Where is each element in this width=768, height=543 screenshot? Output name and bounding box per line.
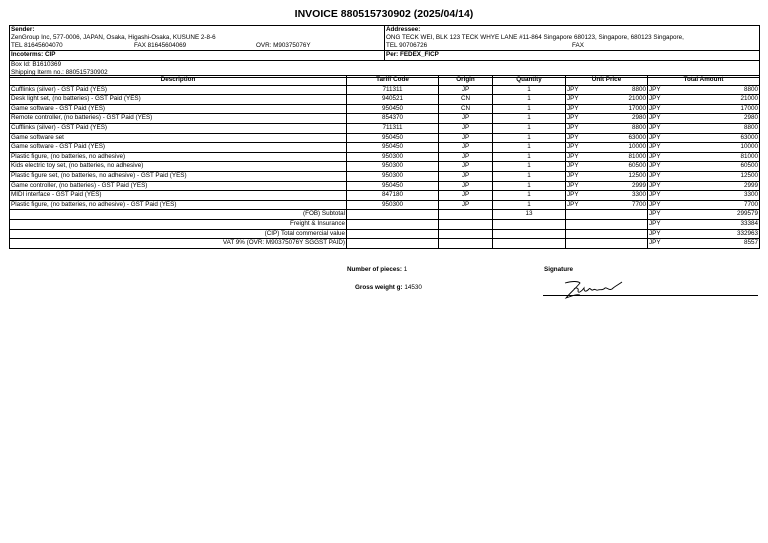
- item-unit-price: [566, 181, 648, 191]
- item-unit-value: 7700: [631, 200, 646, 208]
- item-unit-currency: JPY: [567, 104, 579, 112]
- items-body: [10, 85, 760, 210]
- item-unit-value: 81000: [628, 152, 646, 160]
- item-unit-price: [566, 162, 648, 172]
- incoterms: Incoterms: CIP: [10, 51, 385, 61]
- summary-row: [10, 210, 760, 220]
- item-unit-value: 3300: [631, 191, 646, 199]
- weight-label: Gross weight g:: [355, 284, 403, 291]
- table-row: [10, 95, 760, 105]
- item-total-amount: [648, 162, 760, 172]
- item-tariff: 854370: [347, 114, 439, 124]
- item-total-currency: JPY: [649, 143, 661, 151]
- item-origin: JP: [439, 181, 493, 191]
- table-row: [10, 85, 760, 95]
- item-unit-currency: JPY: [567, 191, 579, 199]
- item-description: Plastic figure, (no batteries, no adhesive) - GST Paid (YES): [10, 200, 347, 210]
- item-origin: CN: [439, 104, 493, 114]
- summary-value: 332963: [736, 229, 758, 237]
- item-unit-price: [566, 114, 648, 124]
- item-total-currency: JPY: [649, 133, 661, 141]
- item-tariff: 950300: [347, 162, 439, 172]
- summary-empty-cell: [347, 219, 439, 229]
- weight-value: 14530: [404, 284, 422, 291]
- box-id: Box Id: B1610369: [11, 60, 62, 68]
- item-unit-value: 63000: [628, 133, 646, 141]
- item-total-currency: JPY: [649, 95, 661, 103]
- item-unit-currency: JPY: [567, 114, 579, 122]
- col-tariff: Tariff Code: [347, 76, 439, 86]
- item-tariff: 950450: [347, 143, 439, 153]
- addressee-address: ONG TECK WEI, BLK 123 TECK WHYE LANE #11-864 Singapore 680123, Singapore, 680123 Singapore,: [386, 34, 684, 41]
- table-row: [10, 171, 760, 181]
- summary-empty-cell: [439, 219, 493, 229]
- summary-row: [10, 219, 760, 229]
- item-total-amount: [648, 114, 760, 124]
- item-tariff: 950300: [347, 171, 439, 181]
- item-total-currency: JPY: [649, 191, 661, 199]
- item-unit-currency: JPY: [567, 123, 579, 131]
- item-total-currency: JPY: [649, 171, 661, 179]
- item-origin: JP: [439, 85, 493, 95]
- items-table: [9, 75, 760, 249]
- item-quantity: 1: [493, 152, 566, 162]
- item-unit-price: [566, 123, 648, 133]
- table-row: [10, 162, 760, 172]
- item-unit-value: 10000: [628, 143, 646, 151]
- item-origin: JP: [439, 162, 493, 172]
- item-unit-price: [566, 143, 648, 153]
- signature-image: [562, 279, 628, 301]
- header-table: [9, 25, 760, 78]
- item-total-currency: JPY: [649, 162, 661, 170]
- item-unit-currency: JPY: [567, 162, 579, 170]
- item-total-value: 21000: [740, 95, 758, 103]
- item-total-amount: [648, 152, 760, 162]
- item-description: MIDI interface - GST Paid (YES): [10, 191, 347, 201]
- item-unit-currency: JPY: [567, 181, 579, 189]
- item-total-currency: JPY: [649, 200, 661, 208]
- item-unit-value: 12500: [628, 171, 646, 179]
- pieces-value: 1: [403, 266, 408, 273]
- item-description: Game controller, (no batteries) - GST Paid (YES): [10, 181, 347, 191]
- summary-amount: [648, 229, 760, 239]
- item-description: Game software - GST Paid (YES): [10, 143, 347, 153]
- pieces-block: [347, 266, 407, 273]
- item-unit-currency: JPY: [567, 133, 579, 141]
- item-unit-value: 8800: [631, 85, 646, 93]
- item-total-currency: JPY: [649, 85, 661, 93]
- table-row: [10, 191, 760, 201]
- item-total-amount: [648, 104, 760, 114]
- item-unit-currency: JPY: [567, 95, 579, 103]
- item-total-amount: [648, 123, 760, 133]
- addressee-cell: [385, 26, 760, 51]
- col-description: Description: [10, 76, 347, 86]
- table-row: [10, 152, 760, 162]
- item-quantity: 1: [493, 200, 566, 210]
- item-quantity: 1: [493, 191, 566, 201]
- item-quantity: 1: [493, 85, 566, 95]
- item-description: Kids electric toy set, (no batteries, no adhesive): [10, 162, 347, 172]
- item-tariff: 950450: [347, 181, 439, 191]
- col-quantity: Quantity: [493, 76, 566, 86]
- signature-line: [543, 295, 758, 296]
- item-quantity: 1: [493, 114, 566, 124]
- summary-body: [10, 210, 760, 248]
- table-row: [10, 123, 760, 133]
- item-description: Plastic figure, (no batteries, no adhesive): [10, 152, 347, 162]
- item-total-value: 10000: [740, 143, 758, 151]
- summary-empty-cell: [439, 229, 493, 239]
- item-total-currency: JPY: [649, 104, 661, 112]
- item-tariff: 950300: [347, 152, 439, 162]
- summary-value: 299579: [736, 210, 758, 218]
- table-row: [10, 133, 760, 143]
- summary-quantity: [493, 239, 566, 249]
- item-total-amount: [648, 143, 760, 153]
- sender-cell: [10, 26, 385, 51]
- item-total-currency: JPY: [649, 123, 661, 131]
- item-quantity: 1: [493, 162, 566, 172]
- item-unit-currency: JPY: [567, 171, 579, 179]
- item-unit-price: [566, 104, 648, 114]
- item-quantity: 1: [493, 104, 566, 114]
- summary-quantity: [493, 229, 566, 239]
- item-description: Cufflinks (silver) - GST Paid (YES): [10, 85, 347, 95]
- item-total-amount: [648, 200, 760, 210]
- summary-amount: [648, 219, 760, 229]
- item-tariff: 940521: [347, 95, 439, 105]
- summary-label: VAT 9% (OVR: M90375076Y SGGST PAID): [10, 239, 347, 249]
- summary-label: Freight & Insurance: [10, 219, 347, 229]
- addressee-fax: FAX: [572, 42, 584, 49]
- table-row: [10, 114, 760, 124]
- summary-currency: JPY: [649, 229, 661, 237]
- item-tariff: 711311: [347, 123, 439, 133]
- item-quantity: 1: [493, 133, 566, 143]
- item-description: Game software set: [10, 133, 347, 143]
- weight-block: [355, 284, 422, 291]
- invoice-title: INVOICE 880515730902 (2025/04/14): [294, 8, 474, 20]
- item-total-value: 60500: [740, 162, 758, 170]
- item-origin: JP: [439, 191, 493, 201]
- item-unit-price: [566, 95, 648, 105]
- item-description: Remote controller, (no batteries) - GST Paid (YES): [10, 114, 347, 124]
- sender-label: Sender:: [11, 26, 35, 33]
- summary-amount: [648, 210, 760, 220]
- table-row: [10, 104, 760, 114]
- item-unit-value: 8800: [631, 123, 646, 131]
- summary-label: (CIP) Total commercial value: [10, 229, 347, 239]
- summary-currency: JPY: [649, 239, 661, 247]
- item-unit-value: 2980: [631, 114, 646, 122]
- item-total-value: 17000: [740, 104, 758, 112]
- table-row: [10, 200, 760, 210]
- item-unit-currency: JPY: [567, 152, 579, 160]
- sender-ovr: OVR: M90375076Y: [256, 42, 311, 49]
- item-total-amount: [648, 191, 760, 201]
- summary-currency: JPY: [649, 219, 661, 227]
- item-unit-price: [566, 85, 648, 95]
- col-unit-price: Unit Price: [566, 76, 648, 86]
- item-origin: CN: [439, 95, 493, 105]
- summary-empty-cell: [566, 210, 648, 220]
- item-description: Plastic figure set, (no batteries, no adhesive) - GST Paid (YES): [10, 171, 347, 181]
- item-total-currency: JPY: [649, 114, 661, 122]
- item-description: Cufflinks (silver) - GST Paid (YES): [10, 123, 347, 133]
- summary-label: (FOB) Subtotal: [10, 210, 347, 220]
- item-unit-price: [566, 200, 648, 210]
- summary-empty-cell: [566, 219, 648, 229]
- item-total-value: 63000: [740, 133, 758, 141]
- item-tariff: 950450: [347, 133, 439, 143]
- item-tariff: 847180: [347, 191, 439, 201]
- col-origin: Origin: [439, 76, 493, 86]
- sender-address: ZenGroup Inc, 577-0006, JAPAN, Osaka, Higashi-Osaka, KUSUNE 2-8-6: [11, 34, 216, 41]
- item-unit-price: [566, 171, 648, 181]
- item-unit-value: 60500: [628, 162, 646, 170]
- addressee-label: Addressee:: [386, 26, 421, 33]
- item-total-value: 2980: [743, 114, 758, 122]
- item-origin: JP: [439, 143, 493, 153]
- signature-label: Signature: [544, 266, 574, 273]
- item-unit-price: [566, 152, 648, 162]
- item-unit-currency: JPY: [567, 143, 579, 151]
- item-total-value: 3300: [743, 191, 758, 199]
- item-tariff: 950300: [347, 200, 439, 210]
- sender-tel: TEL 81645604070: [11, 42, 63, 49]
- item-description: Desk light set, (no batteries) - GST Paid (YES): [10, 95, 347, 105]
- per-carrier: Per: FEDEX_FICP: [385, 51, 760, 61]
- item-quantity: 1: [493, 143, 566, 153]
- item-origin: JP: [439, 171, 493, 181]
- sender-fax: FAX 81645604069: [134, 42, 187, 49]
- summary-row: [10, 239, 760, 249]
- summary-quantity: 13: [493, 210, 566, 220]
- item-total-value: 2999: [743, 181, 758, 189]
- item-total-value: 81000: [740, 152, 758, 160]
- item-total-value: 7700: [743, 200, 758, 208]
- item-origin: JP: [439, 152, 493, 162]
- item-total-amount: [648, 85, 760, 95]
- summary-row: [10, 229, 760, 239]
- summary-empty-cell: [347, 210, 439, 220]
- item-quantity: 1: [493, 95, 566, 105]
- summary-empty-cell: [439, 239, 493, 249]
- item-unit-value: 17000: [628, 104, 646, 112]
- item-unit-value: 21000: [628, 95, 646, 103]
- addressee-tel: TEL 90706726: [386, 42, 428, 49]
- item-quantity: 1: [493, 181, 566, 191]
- item-total-value: 8800: [743, 123, 758, 131]
- item-unit-currency: JPY: [567, 200, 579, 208]
- summary-amount: [648, 239, 760, 249]
- shipping-no: Shipping Iterm no.: 880515730902: [11, 68, 108, 76]
- summary-value: 33384: [740, 219, 758, 227]
- item-origin: JP: [439, 123, 493, 133]
- item-quantity: 1: [493, 123, 566, 133]
- table-row: [10, 143, 760, 153]
- item-total-currency: JPY: [649, 152, 661, 160]
- item-total-amount: [648, 133, 760, 143]
- table-row: [10, 181, 760, 191]
- summary-empty-cell: [566, 229, 648, 239]
- item-origin: JP: [439, 133, 493, 143]
- item-quantity: 1: [493, 171, 566, 181]
- summary-empty-cell: [566, 239, 648, 249]
- summary-currency: JPY: [649, 210, 661, 218]
- summary-empty-cell: [347, 229, 439, 239]
- item-origin: JP: [439, 114, 493, 124]
- item-tariff: 950450: [347, 104, 439, 114]
- summary-value: 8557: [743, 239, 758, 247]
- col-total-amount: Total Amount: [648, 76, 760, 86]
- item-tariff: 711311: [347, 85, 439, 95]
- item-unit-price: [566, 133, 648, 143]
- summary-quantity: [493, 219, 566, 229]
- item-total-amount: [648, 95, 760, 105]
- item-total-value: 8800: [743, 85, 758, 93]
- item-total-amount: [648, 181, 760, 191]
- summary-empty-cell: [347, 239, 439, 249]
- item-origin: JP: [439, 200, 493, 210]
- item-total-value: 12500: [740, 171, 758, 179]
- item-unit-value: 2999: [631, 181, 646, 189]
- item-unit-price: [566, 191, 648, 201]
- item-description: Game software - GST Paid (YES): [10, 104, 347, 114]
- summary-empty-cell: [439, 210, 493, 220]
- item-total-currency: JPY: [649, 181, 661, 189]
- item-total-amount: [648, 171, 760, 181]
- pieces-label: Number of pieces:: [347, 266, 402, 273]
- item-unit-currency: JPY: [567, 85, 579, 93]
